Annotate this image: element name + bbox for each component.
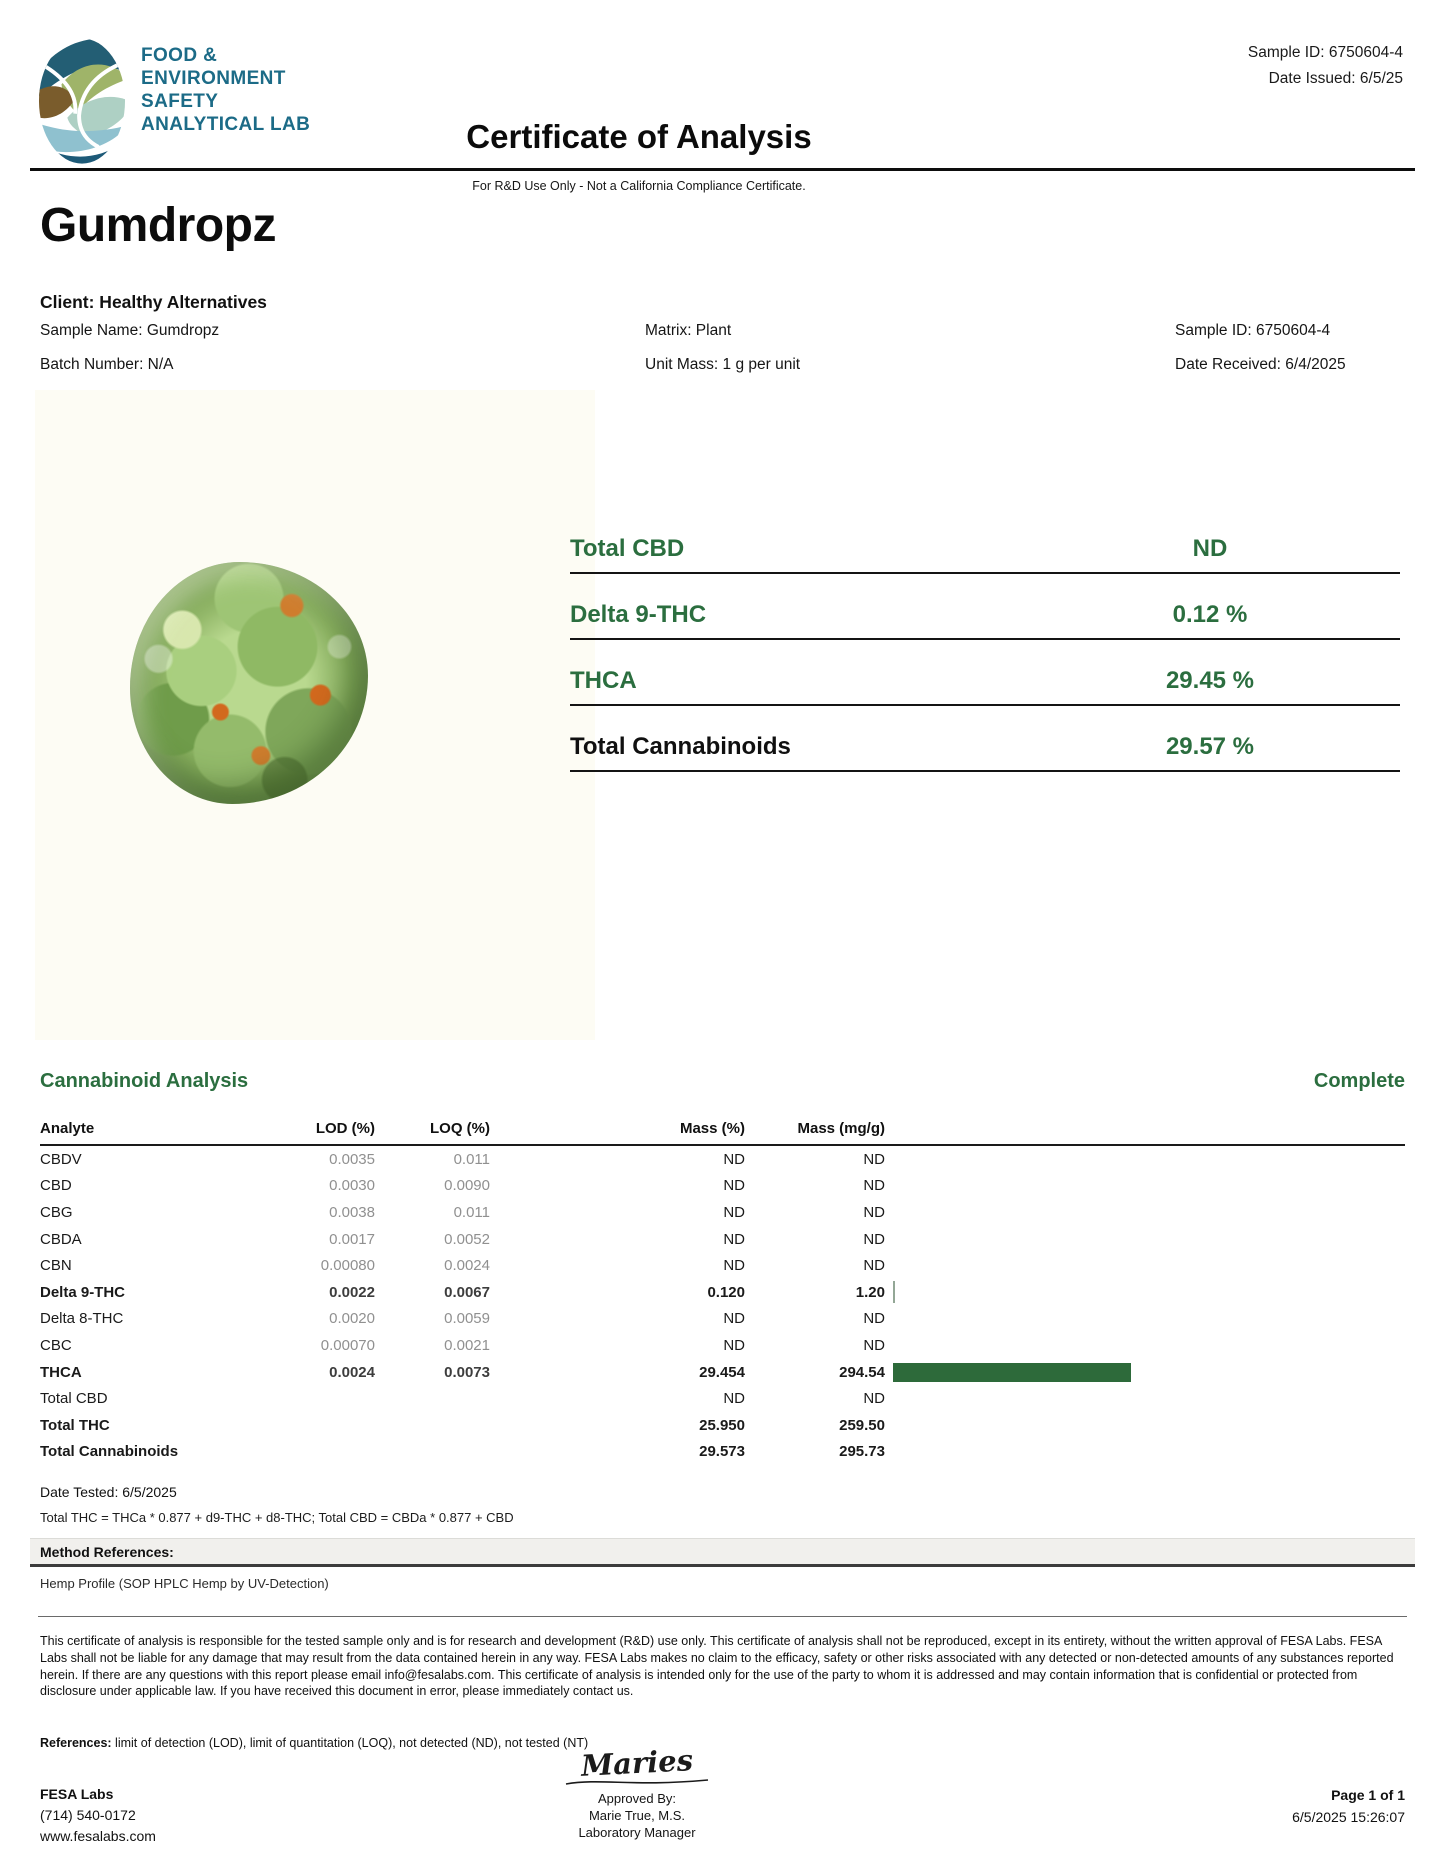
product-name: Gumdropz bbox=[40, 199, 276, 252]
unit-mass-field: Unit Mass: 1 g per unit bbox=[645, 356, 801, 373]
mass-bar-cell bbox=[885, 1335, 1405, 1355]
method-references-label: Method References: bbox=[40, 1544, 174, 1560]
lod-cell: 0.0017 bbox=[329, 1230, 375, 1248]
analyte-cell: CBC bbox=[40, 1336, 72, 1354]
analyte-cell: CBDA bbox=[40, 1230, 82, 1248]
footer-phone: (714) 540-0172 bbox=[40, 1807, 136, 1823]
analysis-row bbox=[40, 1385, 1405, 1412]
signature: Maries bbox=[580, 1743, 694, 1783]
analyte-cell: Total THC bbox=[40, 1416, 110, 1434]
page-number: Page 1 of 1 bbox=[1331, 1787, 1405, 1803]
mass-bar bbox=[893, 1281, 895, 1303]
analysis-row bbox=[40, 1412, 1405, 1439]
analysis-row bbox=[40, 1279, 1405, 1306]
lod-cell: 0.0035 bbox=[329, 1150, 375, 1168]
mass-pct-cell: ND bbox=[723, 1177, 745, 1195]
sample-name-field: Sample Name: Gumdropz bbox=[40, 322, 220, 339]
mass-bar-cell bbox=[885, 1229, 1405, 1249]
lab-logo-icon bbox=[38, 36, 126, 171]
thc-formula-note: Total THC = THCa * 0.877 + d9-THC + d8-THC; Total CBD = CBDa * 0.877 + CBD bbox=[40, 1510, 514, 1525]
mass-mgg-cell: ND bbox=[863, 1390, 885, 1408]
legal-disclaimer: This certificate of analysis is responsible for the tested sample only and is for research and development (R&D) use only. This certificate of analysis shall not be reproduced, except in its entirety, without the written approval of FESA Labs. FESA Labs shall not be liable for any damage that may result from the data contained herein in any way. FESA Labs makes no claim to the efficacy, safety or other risks associated with any detected or non-detected amounts of any substances reported herein. If there are any questions with this report please email info@fesalabs.com. This certificate of analysis is intended only for the use of the party to whom it is addressed and may contain information that is confidential or protected from disclosure under applicable law. If you have received this document in error, please immediately contact us. bbox=[40, 1634, 1394, 1699]
analyte-cell: Total CBD bbox=[40, 1390, 108, 1408]
summary-analyte-label: Total CBD bbox=[570, 535, 685, 562]
summary-row bbox=[570, 508, 1400, 574]
mass-bar-cell bbox=[885, 1176, 1405, 1196]
analysis-row bbox=[40, 1146, 1405, 1173]
analysis-row bbox=[40, 1439, 1405, 1466]
mass-pct-cell: ND bbox=[723, 1230, 745, 1248]
analysis-row bbox=[40, 1332, 1405, 1359]
report-timestamp: 6/5/2025 15:26:07 bbox=[1292, 1809, 1405, 1825]
lab-name-line: ANALYTICAL LAB bbox=[141, 114, 311, 135]
loq-cell: 0.0067 bbox=[444, 1283, 490, 1301]
mass-bar bbox=[893, 1363, 1131, 1382]
analyte-cell: Delta 9-THC bbox=[40, 1283, 126, 1301]
table-body bbox=[40, 1146, 1405, 1465]
analyte-cell: THCA bbox=[40, 1363, 82, 1381]
mass-bar-cell bbox=[885, 1309, 1405, 1329]
analysis-row bbox=[40, 1306, 1405, 1333]
footer-approval bbox=[437, 1743, 837, 1841]
client-name: Client: Healthy Alternatives bbox=[40, 292, 267, 312]
mass-mgg-cell: ND bbox=[863, 1257, 885, 1275]
analyte-cell: Total Cannabinoids bbox=[40, 1443, 179, 1461]
mass-pct-cell: 25.950 bbox=[699, 1416, 745, 1434]
mass-bar-cell bbox=[885, 1256, 1405, 1276]
analyte-cell: CBG bbox=[40, 1203, 73, 1221]
lod-cell: 0.0038 bbox=[329, 1203, 375, 1221]
mass-mgg-cell: ND bbox=[863, 1336, 885, 1354]
mass-mgg-cell: ND bbox=[863, 1177, 885, 1195]
analysis-row bbox=[40, 1359, 1405, 1386]
mass-mgg-cell: 295.73 bbox=[839, 1443, 885, 1461]
page-title: Certificate of Analysis bbox=[466, 118, 812, 155]
summary-analyte-label: Delta 9-THC bbox=[570, 601, 707, 628]
col-mass-pct: Mass (%) bbox=[679, 1120, 745, 1137]
mass-bar-cell bbox=[885, 1389, 1405, 1409]
lab-logo bbox=[38, 36, 310, 171]
sample-id-field: Sample ID: 6750604-4 bbox=[1175, 322, 1331, 339]
mass-mgg-cell: ND bbox=[863, 1310, 885, 1328]
approver-name: Marie True, M.S. bbox=[588, 1808, 686, 1823]
method-references-band bbox=[30, 1538, 1415, 1567]
header-meta bbox=[1248, 40, 1403, 92]
mass-mgg-cell: ND bbox=[863, 1203, 885, 1221]
col-analyte: Analyte bbox=[40, 1120, 95, 1137]
mass-mgg-cell: ND bbox=[863, 1150, 885, 1168]
loq-cell: 0.011 bbox=[453, 1150, 490, 1168]
mass-bar-cell bbox=[885, 1362, 1405, 1382]
header-divider bbox=[30, 168, 1415, 171]
mass-mgg-cell: 259.50 bbox=[839, 1416, 885, 1434]
analysis-row bbox=[40, 1173, 1405, 1200]
summary-analyte-value: 0.12 % bbox=[1172, 601, 1248, 628]
loq-cell: 0.0073 bbox=[444, 1363, 490, 1381]
mass-pct-cell: ND bbox=[723, 1390, 745, 1408]
mass-pct-cell: ND bbox=[723, 1203, 745, 1221]
analysis-section-header bbox=[40, 1070, 1405, 1093]
loq-cell: 0.0090 bbox=[444, 1177, 490, 1195]
sample-id-header: Sample ID: 6750604-4 bbox=[1247, 44, 1403, 61]
analysis-row bbox=[40, 1199, 1405, 1226]
mass-pct-cell: 0.120 bbox=[707, 1283, 745, 1301]
analyte-cell: Delta 8-THC bbox=[40, 1310, 124, 1328]
analysis-heading: Cannabinoid Analysis bbox=[40, 1070, 249, 1092]
col-lod: LOD (%) bbox=[315, 1120, 375, 1137]
summary-row bbox=[570, 640, 1400, 706]
loq-cell: 0.011 bbox=[453, 1203, 490, 1221]
lab-name bbox=[141, 36, 310, 171]
footer-divider bbox=[38, 1616, 1407, 1617]
approved-by-label: Approved By: bbox=[597, 1791, 677, 1806]
method-reference-value: Hemp Profile (SOP HPLC Hemp by UV-Detection) bbox=[40, 1576, 329, 1591]
analyte-cell: CBD bbox=[40, 1177, 72, 1195]
lod-cell: 0.0022 bbox=[329, 1283, 375, 1301]
loq-cell: 0.0021 bbox=[444, 1336, 490, 1354]
lod-cell: 0.0024 bbox=[329, 1363, 375, 1381]
lab-name-line: ENVIRONMENT bbox=[141, 68, 286, 89]
mass-bar-cell bbox=[885, 1282, 1405, 1302]
summary-analyte-label: Total Cannabinoids bbox=[570, 733, 791, 760]
summary-analyte-value: 29.57 % bbox=[1165, 733, 1255, 760]
lod-cell: 0.00070 bbox=[320, 1336, 375, 1354]
lab-name-line: SAFETY bbox=[141, 91, 219, 112]
mass-bar-cell bbox=[885, 1149, 1405, 1169]
mass-mgg-cell: 1.20 bbox=[855, 1283, 885, 1301]
mass-pct-cell: 29.454 bbox=[699, 1363, 745, 1381]
date-issued-header: Date Issued: 6/5/25 bbox=[1268, 70, 1403, 87]
date-tested: Date Tested: 6/5/2025 bbox=[40, 1484, 177, 1500]
footer-lab-contact bbox=[40, 1784, 156, 1847]
mass-bar-cell bbox=[885, 1202, 1405, 1222]
matrix-field: Matrix: Plant bbox=[645, 322, 732, 339]
lod-cell: 0.00080 bbox=[320, 1257, 375, 1275]
lod-cell: 0.0020 bbox=[329, 1310, 375, 1328]
references-label: References: bbox=[40, 1736, 112, 1750]
page-subtitle: For R&D Use Only - Not a California Compliance Certificate. bbox=[472, 179, 806, 193]
mass-pct-cell: ND bbox=[723, 1336, 745, 1354]
analysis-row bbox=[40, 1226, 1405, 1253]
mass-pct-cell: ND bbox=[723, 1257, 745, 1275]
references-text: limit of detection (LOD), limit of quantitation (LOQ), not detected (ND), not tested (NT) bbox=[111, 1736, 589, 1750]
footer-lab-name: FESA Labs bbox=[40, 1786, 114, 1802]
loq-cell: 0.0059 bbox=[444, 1310, 490, 1328]
mass-pct-cell: 29.573 bbox=[699, 1443, 745, 1461]
loq-cell: 0.0052 bbox=[444, 1230, 490, 1248]
table-header-row bbox=[40, 1120, 1405, 1146]
summary-row bbox=[570, 706, 1400, 772]
footer-page-info bbox=[1292, 1784, 1405, 1828]
col-loq: LOQ (%) bbox=[430, 1120, 490, 1137]
lab-name-line: FOOD & bbox=[141, 45, 218, 66]
mass-mgg-cell: 294.54 bbox=[839, 1363, 885, 1381]
analyte-cell: CBDV bbox=[40, 1150, 82, 1168]
date-received-field: Date Received: 6/4/2025 bbox=[1175, 356, 1346, 373]
cannabinoid-table bbox=[40, 1120, 1405, 1465]
mass-pct-cell: ND bbox=[723, 1150, 745, 1168]
mass-pct-cell: ND bbox=[723, 1310, 745, 1328]
lod-cell: 0.0030 bbox=[329, 1177, 375, 1195]
potency-summary bbox=[570, 508, 1400, 772]
col-mass-mgg: Mass (mg/g) bbox=[797, 1120, 885, 1137]
analysis-status-badge: Complete bbox=[1313, 1070, 1405, 1092]
summary-analyte-value: ND bbox=[1192, 535, 1228, 562]
mass-mgg-cell: ND bbox=[863, 1230, 885, 1248]
summary-analyte-value: 29.45 % bbox=[1165, 667, 1255, 694]
summary-analyte-label: THCA bbox=[570, 667, 637, 694]
analysis-row bbox=[40, 1252, 1405, 1279]
sample-info-grid bbox=[40, 322, 1405, 392]
batch-number-field: Batch Number: N/A bbox=[40, 356, 174, 373]
mass-bar-cell bbox=[885, 1415, 1405, 1435]
loq-cell: 0.0024 bbox=[444, 1257, 490, 1275]
mass-bar-cell bbox=[885, 1442, 1405, 1462]
approver-title: Laboratory Manager bbox=[578, 1825, 696, 1840]
summary-row bbox=[570, 574, 1400, 640]
footer-website[interactable]: www.fesalabs.com bbox=[40, 1828, 156, 1844]
analyte-cell: CBN bbox=[40, 1257, 72, 1275]
